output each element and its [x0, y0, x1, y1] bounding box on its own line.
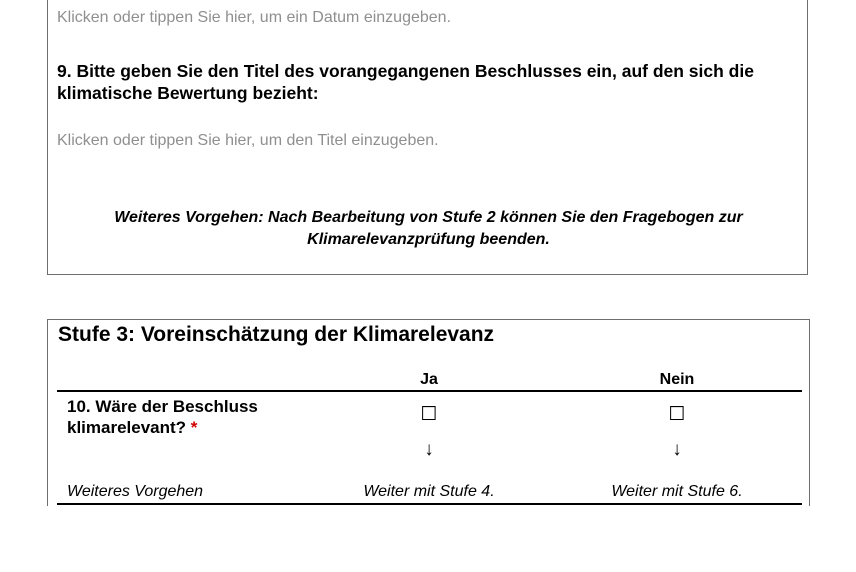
- date-input-placeholder[interactable]: Klicken oder tippen Sie hier, um ein Datum einzugeben.: [57, 9, 452, 26]
- required-marker: *: [190, 418, 198, 437]
- checkbox-yes[interactable]: ☐: [420, 404, 438, 425]
- question-10-line-2: [67, 417, 337, 438]
- table-top-rule: [57, 390, 802, 392]
- next-steps-line-1: Weiteres Vorgehen: Nach Bearbeitung von Stufe 2 können Sie den Fragebogen zur: [114, 209, 743, 226]
- next-steps-row-label: Weiteres Vorgehen: [67, 483, 204, 500]
- table-bottom-rule: [57, 503, 802, 505]
- question-10-line-1: 10. Wäre der Beschluss: [67, 397, 258, 416]
- next-steps-line-2: Klimarelevanzprüfung beenden.: [307, 231, 550, 248]
- stage2-section: [47, 0, 808, 275]
- title-input-placeholder[interactable]: Klicken oder tippen Sie hier, um den Titel einzugeben.: [57, 132, 439, 149]
- question-9-label: [57, 60, 797, 104]
- next-steps-note: [48, 207, 809, 251]
- column-header-no: Nein: [659, 371, 695, 388]
- question-9-text: 9. Bitte geben Sie den Titel des vorangegangenen Beschlusses ein, auf den sich die klimatische Bewertung bezieht:: [57, 61, 754, 103]
- question-10-label: [67, 396, 337, 438]
- section-title: Stufe 3: Voreinschätzung der Klimarelevanz: [58, 323, 495, 346]
- column-header-yes: Ja: [420, 371, 438, 388]
- stage3-section: [47, 319, 810, 506]
- arrow-down-icon: ↓: [424, 439, 434, 460]
- checkbox-no[interactable]: ☐: [668, 404, 686, 425]
- next-step-no: Weiter mit Stufe 6.: [611, 483, 743, 500]
- next-step-yes: Weiter mit Stufe 4.: [363, 483, 495, 500]
- question-10-line-2-text: klimarelevant?: [67, 418, 187, 437]
- arrow-down-icon: ↓: [672, 439, 682, 460]
